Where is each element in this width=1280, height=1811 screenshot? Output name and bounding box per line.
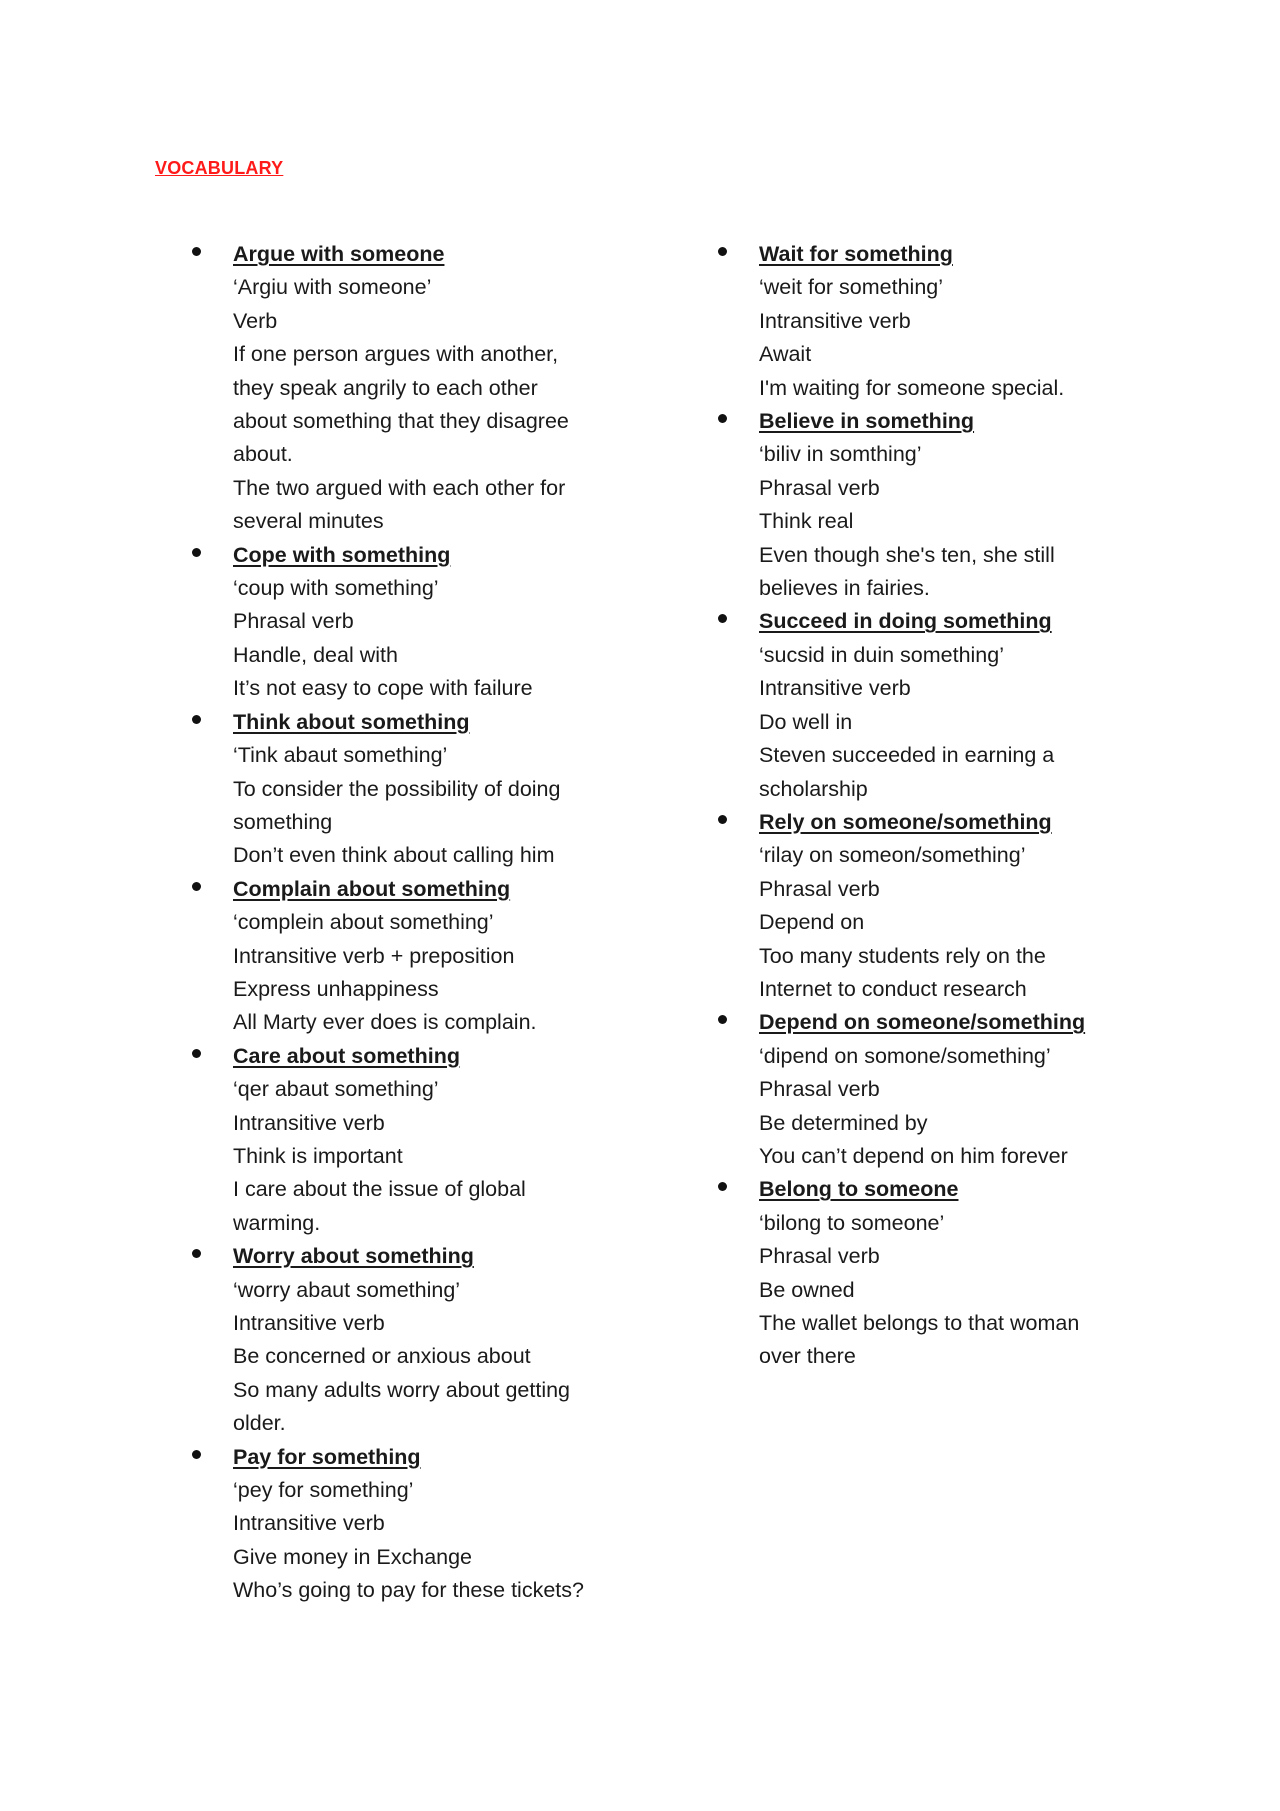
- vocab-pronunciation: ‘dipend on somone/something’: [759, 1043, 1051, 1068]
- vocab-word-type: Intransitive verb: [759, 676, 911, 701]
- vocab-definition-line: Give money in Exchange: [233, 1544, 473, 1569]
- vocab-pronunciation: ‘Tink abaut something’: [233, 743, 448, 768]
- vocab-term: Worry about something: [233, 1244, 474, 1269]
- vocab-example-line: You can’t depend on him forever: [759, 1143, 1068, 1168]
- vocab-definition-line: Handle, deal with: [233, 642, 398, 667]
- vocab-example-line: All Marty ever does is complain.: [233, 1010, 537, 1035]
- bullet-icon: [192, 1049, 201, 1058]
- vocab-example-line: I care about the issue of global: [233, 1177, 526, 1202]
- vocab-term: Wait for something: [759, 242, 953, 266]
- vocab-word-type: Phrasal verb: [759, 1077, 880, 1102]
- vocab-entry-argue-with-someone: [192, 238, 612, 539]
- bullet-icon: [192, 247, 201, 256]
- vocab-term: Think about something: [233, 709, 470, 734]
- vocab-term: Cope with something: [233, 542, 451, 567]
- vocab-pronunciation: ‘bilong to someone’: [759, 1210, 945, 1235]
- vocab-example-line: warming.: [233, 1210, 321, 1235]
- vocab-definition-line: Think is important: [233, 1143, 403, 1168]
- vocab-definition-line: Depend on: [759, 910, 865, 935]
- vocab-definition-line: Await: [759, 342, 812, 367]
- vocab-example-line: It’s not easy to cope with failure: [233, 676, 533, 701]
- bullet-icon: [192, 1249, 201, 1258]
- vocab-word-type: Phrasal verb: [759, 1244, 880, 1269]
- vocab-word-type: Phrasal verb: [759, 475, 880, 500]
- vocab-example-line: So many adults worry about getting: [233, 1377, 571, 1402]
- vocab-word-type: Intransitive verb + preposition: [233, 943, 515, 968]
- vocab-example-line: older.: [233, 1411, 286, 1436]
- vocab-term: Depend on someone/something: [759, 1010, 1086, 1035]
- vocab-example-line: I'm waiting for someone special.: [759, 375, 1065, 400]
- bullet-icon: [192, 1450, 201, 1459]
- vocab-example-line: several minutes: [233, 509, 384, 534]
- vocab-entry-cope-with-something: [192, 539, 612, 706]
- vocab-term: Complain about something: [233, 876, 511, 901]
- vocab-definition-line: Be determined by: [759, 1110, 928, 1135]
- vocab-entry-worry-about-something: [192, 1240, 612, 1440]
- vocab-example-line: Who’s going to pay for these tickets?: [233, 1578, 584, 1603]
- bullet-icon: [718, 815, 727, 824]
- vocab-entry-rely-on-someone-something: [718, 806, 1138, 1006]
- vocab-pronunciation: ‘coup with something’: [233, 576, 439, 601]
- vocab-example-line: The wallet belongs to that woman: [759, 1311, 1080, 1335]
- vocab-definition-line: Be concerned or anxious about: [233, 1344, 531, 1369]
- vocab-entry-depend-on-someone-something: [718, 1006, 1138, 1173]
- vocab-word-type: Intransitive verb: [233, 1311, 385, 1335]
- vocab-word-type: Intransitive verb: [233, 1511, 385, 1536]
- vocab-entry-succeed-in-doing-something: [718, 605, 1138, 805]
- vocab-word-type: Verb: [233, 308, 278, 333]
- vocab-definition-line: Be owned: [759, 1277, 855, 1302]
- vocab-pronunciation: ‘qer abaut something’: [233, 1077, 439, 1102]
- vocab-example-line: Steven succeeded in earning a: [759, 743, 1055, 768]
- bullet-icon: [718, 1015, 727, 1024]
- vocab-term: Argue with someone: [233, 242, 445, 266]
- bullet-icon: [718, 247, 727, 256]
- vocab-definition-line: about.: [233, 442, 293, 467]
- vocab-example-line: Internet to conduct research: [759, 976, 1027, 1001]
- vocab-definition-line: Do well in: [759, 709, 853, 734]
- vocab-entry-pay-for-something: [192, 1441, 612, 1608]
- vocab-word-type: Intransitive verb: [233, 1110, 385, 1135]
- vocab-term: Care about something: [233, 1043, 460, 1068]
- vocab-entry-complain-about-something: [192, 873, 612, 1040]
- left-column: [192, 238, 612, 1608]
- vocab-entry-wait-for-something: [718, 238, 1138, 405]
- bullet-icon: [718, 414, 727, 423]
- vocab-pronunciation: ‘complein about something’: [233, 910, 494, 935]
- vocab-term: Believe in something: [759, 409, 975, 434]
- vocab-example-line: scholarship: [759, 776, 868, 801]
- vocab-word-type: Phrasal verb: [759, 876, 880, 901]
- bullet-icon: [718, 614, 727, 623]
- vocab-definition-line: If one person argues with another,: [233, 342, 559, 367]
- vocab-pronunciation: ‘Argiu with someone’: [233, 275, 432, 300]
- vocab-definition-line: they speak angrily to each other: [233, 375, 538, 400]
- vocab-example-line: The two argued with each other for: [233, 475, 566, 500]
- vocab-pronunciation: ‘rilay on someon/something’: [759, 843, 1026, 868]
- vocab-example-line: over there: [759, 1344, 856, 1369]
- vocab-pronunciation: ‘weit for something’: [759, 275, 944, 300]
- bullet-icon: [192, 715, 201, 724]
- vocab-example-line: believes in fairies.: [759, 576, 930, 601]
- vocab-example-line: Don’t even think about calling him: [233, 843, 555, 868]
- vocab-pronunciation: ‘sucsid in duin something’: [759, 642, 1004, 667]
- document-title: VOCABULARY: [155, 158, 284, 178]
- vocab-term: Pay for something: [233, 1444, 421, 1469]
- vocab-entry-believe-in-something: [718, 405, 1138, 605]
- vocab-term: Belong to someone: [759, 1177, 959, 1202]
- vocab-word-type: Phrasal verb: [233, 609, 354, 634]
- vocab-entry-care-about-something: [192, 1040, 612, 1240]
- vocab-definition-line: Think real: [759, 509, 854, 534]
- vocab-pronunciation: ‘pey for something’: [233, 1478, 414, 1503]
- vocab-word-type: To consider the possibility of doing: [233, 776, 561, 801]
- vocab-term: Rely on someone/something: [759, 809, 1052, 834]
- bullet-icon: [192, 548, 201, 557]
- vocab-term: Succeed in doing something: [759, 609, 1052, 634]
- vocab-definition-line: about something that they disagree: [233, 409, 569, 434]
- vocab-entry-think-about-something: [192, 706, 612, 873]
- bullet-icon: [718, 1182, 727, 1191]
- vocab-pronunciation: ‘biliv in somthing’: [759, 442, 922, 467]
- vocab-example-line: Too many students rely on the: [759, 943, 1046, 968]
- vocab-entry-belong-to-someone: [718, 1173, 1138, 1373]
- vocab-pronunciation: ‘worry abaut something’: [233, 1277, 461, 1302]
- vocab-example-line: Even though she's ten, she still: [759, 542, 1055, 567]
- bullet-icon: [192, 882, 201, 891]
- vocab-definition-line: something: [233, 809, 333, 834]
- vocab-word-type: Intransitive verb: [759, 308, 911, 333]
- right-column: [718, 238, 1138, 1374]
- vocab-definition-line: Express unhappiness: [233, 976, 439, 1001]
